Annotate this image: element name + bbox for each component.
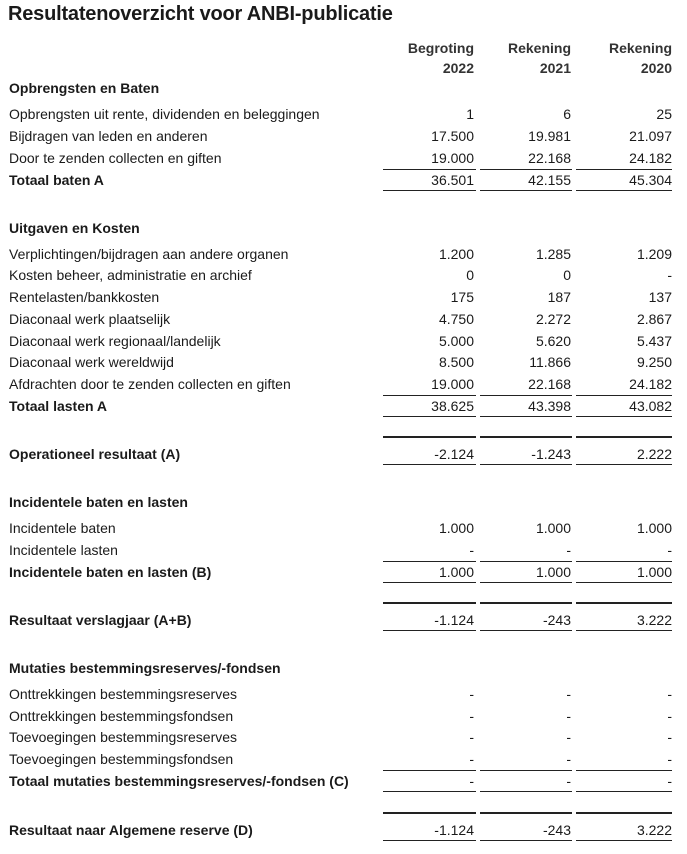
row-value: - [667, 751, 672, 767]
row-label: Totaal mutaties bestemmingsreserves/-fondsen (C) [9, 773, 349, 789]
column-header-label: Begroting [407, 40, 474, 56]
row-label: Incidentele baten [9, 520, 116, 536]
row-value: 1.200 [438, 246, 474, 262]
table-row [0, 749, 687, 769]
section-heading [0, 658, 687, 678]
total-row [0, 562, 687, 582]
row-value: 0 [563, 267, 571, 283]
row-label: Resultaat verslagjaar (A+B) [9, 612, 192, 628]
rule-line [383, 812, 476, 814]
row-label: Totaal lasten A [9, 398, 108, 414]
table-row [0, 126, 687, 146]
column-header-year: 2020 [640, 60, 672, 76]
column-header-year: 2022 [442, 60, 474, 76]
rule-line [576, 602, 672, 604]
table-row [0, 309, 687, 329]
row-value: 4.750 [438, 311, 474, 327]
rule-line [576, 395, 672, 396]
total-row [0, 771, 687, 791]
row-value: 3.222 [636, 612, 672, 628]
table-row [0, 244, 687, 264]
row-label: Toevoegingen bestemmingsfondsen [9, 751, 234, 767]
row-value: -243 [542, 822, 571, 838]
row-label: Diaconaal werk regionaal/landelijk [9, 333, 221, 349]
row-value: 1.000 [535, 564, 571, 580]
rule-line [576, 464, 672, 465]
rule-line [480, 840, 572, 841]
row-value: 42.155 [528, 172, 571, 188]
row-value: - [566, 542, 571, 558]
column-header-year: 2021 [539, 60, 571, 76]
row-label: Afdrachten door te zenden collecten en giften [9, 376, 291, 392]
row-value: - [469, 773, 474, 789]
row-value: 0 [466, 267, 474, 283]
column-header [384, 38, 474, 78]
table-row [0, 518, 687, 538]
row-value: 1.000 [535, 520, 571, 536]
rule-line [480, 812, 572, 814]
row-value: 9.250 [636, 354, 672, 370]
rule-line [383, 169, 476, 170]
row-value: - [566, 751, 571, 767]
table-row [0, 352, 687, 372]
row-value: 43.082 [629, 398, 672, 414]
row-value: 2.222 [636, 446, 672, 462]
total-row [0, 820, 687, 840]
row-value: 22.168 [528, 150, 571, 166]
row-label: Toevoegingen bestemmingsreserves [9, 729, 238, 745]
row-value: 22.168 [528, 376, 571, 392]
rule-line [576, 582, 672, 583]
row-value: 5.437 [636, 333, 672, 349]
rule-line [576, 436, 672, 438]
row-label: Incidentele baten en lasten [9, 494, 188, 510]
row-value: 137 [648, 289, 672, 305]
row-value: 19.000 [431, 150, 474, 166]
rule-line [576, 840, 672, 841]
rule-line [480, 190, 572, 191]
row-value: 17.500 [431, 128, 474, 144]
row-value: - [667, 773, 672, 789]
row-value: - [667, 686, 672, 702]
table-row [0, 684, 687, 704]
rule-line [576, 416, 672, 417]
row-value: - [566, 686, 571, 702]
row-value: - [566, 773, 571, 789]
row-value: 24.182 [629, 150, 672, 166]
row-value: 5.000 [438, 333, 474, 349]
rule-line [383, 190, 476, 191]
row-value: - [469, 708, 474, 724]
row-label: Verplichtingen/bijdragen aan andere organen [9, 246, 289, 262]
rule-line [383, 416, 476, 417]
rule-line [383, 436, 476, 438]
row-value: 175 [450, 289, 474, 305]
row-label: Incidentele lasten [9, 542, 118, 558]
table-row [0, 265, 687, 285]
total-row [0, 610, 687, 630]
rule-line [383, 840, 476, 841]
rule-line [480, 416, 572, 417]
row-value: - [667, 729, 672, 745]
row-value: 2.272 [535, 311, 571, 327]
row-value: 1.000 [636, 564, 672, 580]
row-value: -1.124 [434, 612, 474, 628]
rule-line [480, 436, 572, 438]
row-value: 3.222 [636, 822, 672, 838]
rule-line [480, 582, 572, 583]
row-value: - [469, 751, 474, 767]
row-value: 2.867 [636, 311, 672, 327]
rule-line [383, 395, 476, 396]
rule-line [576, 812, 672, 814]
rule-line [383, 464, 476, 465]
rule-line [480, 770, 572, 771]
row-value: - [469, 542, 474, 558]
rule-line [383, 791, 476, 792]
total-row [0, 444, 687, 464]
row-value: 1.209 [636, 246, 672, 262]
row-value: 11.866 [529, 354, 571, 370]
row-label: Opbrengsten en Baten [9, 80, 160, 96]
row-value: 19.000 [431, 376, 474, 392]
rule-line [480, 630, 572, 631]
row-value: 24.182 [629, 376, 672, 392]
rule-line [576, 770, 672, 771]
row-value: 1.000 [438, 564, 474, 580]
row-label: Bijdragen van leden en anderen [9, 128, 208, 144]
row-value: 6 [563, 106, 571, 122]
table-row [0, 374, 687, 394]
column-header-label: Rekening [507, 40, 571, 56]
row-value: 5.620 [535, 333, 571, 349]
rule-line [383, 630, 476, 631]
table-row [0, 727, 687, 747]
row-value: 43.398 [528, 398, 571, 414]
table-row [0, 331, 687, 351]
rule-line [480, 602, 572, 604]
table-row [0, 706, 687, 726]
rule-line [480, 395, 572, 396]
row-label: Onttrekkingen bestemmingsfondsen [9, 708, 234, 724]
row-value: - [469, 686, 474, 702]
rule-line [576, 190, 672, 191]
total-row [0, 396, 687, 416]
row-value: -2.124 [434, 446, 474, 462]
table-row [0, 148, 687, 168]
row-value: 1.000 [438, 520, 474, 536]
rule-line [480, 561, 572, 562]
row-value: 21.097 [629, 128, 672, 144]
row-value: 8.500 [438, 354, 474, 370]
row-label: Diaconaal werk wereldwijd [9, 354, 174, 370]
rule-line [576, 630, 672, 631]
rule-line [383, 561, 476, 562]
row-value: - [566, 708, 571, 724]
row-value: 36.501 [431, 172, 474, 188]
row-value: - [667, 267, 672, 283]
table-row [0, 287, 687, 307]
page-title: Resultatenoverzicht voor ANBI-publicatie [8, 3, 393, 25]
column-header [582, 38, 672, 78]
row-value: 38.625 [431, 398, 474, 414]
rule-line [480, 169, 572, 170]
rule-line [383, 582, 476, 583]
row-label: Door te zenden collecten en giften [9, 150, 222, 166]
row-label: Incidentele baten en lasten (B) [9, 564, 212, 580]
section-heading [0, 492, 687, 512]
total-row [0, 170, 687, 190]
column-header-label: Rekening [608, 40, 672, 56]
row-value: - [469, 729, 474, 745]
row-value: 25 [656, 106, 672, 122]
row-value: -243 [542, 612, 571, 628]
row-value: -1.243 [531, 446, 571, 462]
row-label: Mutaties bestemmingsreserves/-fondsen [9, 660, 281, 676]
row-value: - [667, 708, 672, 724]
row-label: Uitgaven en Kosten [9, 220, 140, 236]
row-value: 45.304 [629, 172, 672, 188]
row-label: Diaconaal werk plaatselijk [9, 311, 171, 327]
rule-line [576, 169, 672, 170]
row-label: Rentelasten/bankkosten [9, 289, 160, 305]
row-value: 1 [466, 106, 474, 122]
row-value: 1.000 [636, 520, 672, 536]
row-label: Kosten beheer, administratie en archief [9, 267, 252, 283]
section-heading [0, 78, 687, 98]
row-value: - [566, 729, 571, 745]
rule-line [576, 791, 672, 792]
rule-line [576, 561, 672, 562]
rule-line [383, 770, 476, 771]
section-heading [0, 218, 687, 238]
rule-line [480, 791, 572, 792]
row-value: 19.981 [528, 128, 571, 144]
row-label: Onttrekkingen bestemmingsreserves [9, 686, 237, 702]
row-value: -1.124 [434, 822, 474, 838]
row-label: Totaal baten A [9, 172, 104, 188]
column-header [481, 38, 571, 78]
table-row [0, 104, 687, 124]
row-value: 1.285 [535, 246, 571, 262]
row-label: Resultaat naar Algemene reserve (D) [9, 822, 253, 838]
row-label: Operationeel resultaat (A) [9, 446, 181, 462]
table-row [0, 540, 687, 560]
rule-line [383, 602, 476, 604]
rule-line [480, 464, 572, 465]
row-value: 187 [547, 289, 571, 305]
row-value: - [667, 542, 672, 558]
row-label: Opbrengsten uit rente, dividenden en beleggingen [9, 106, 320, 122]
